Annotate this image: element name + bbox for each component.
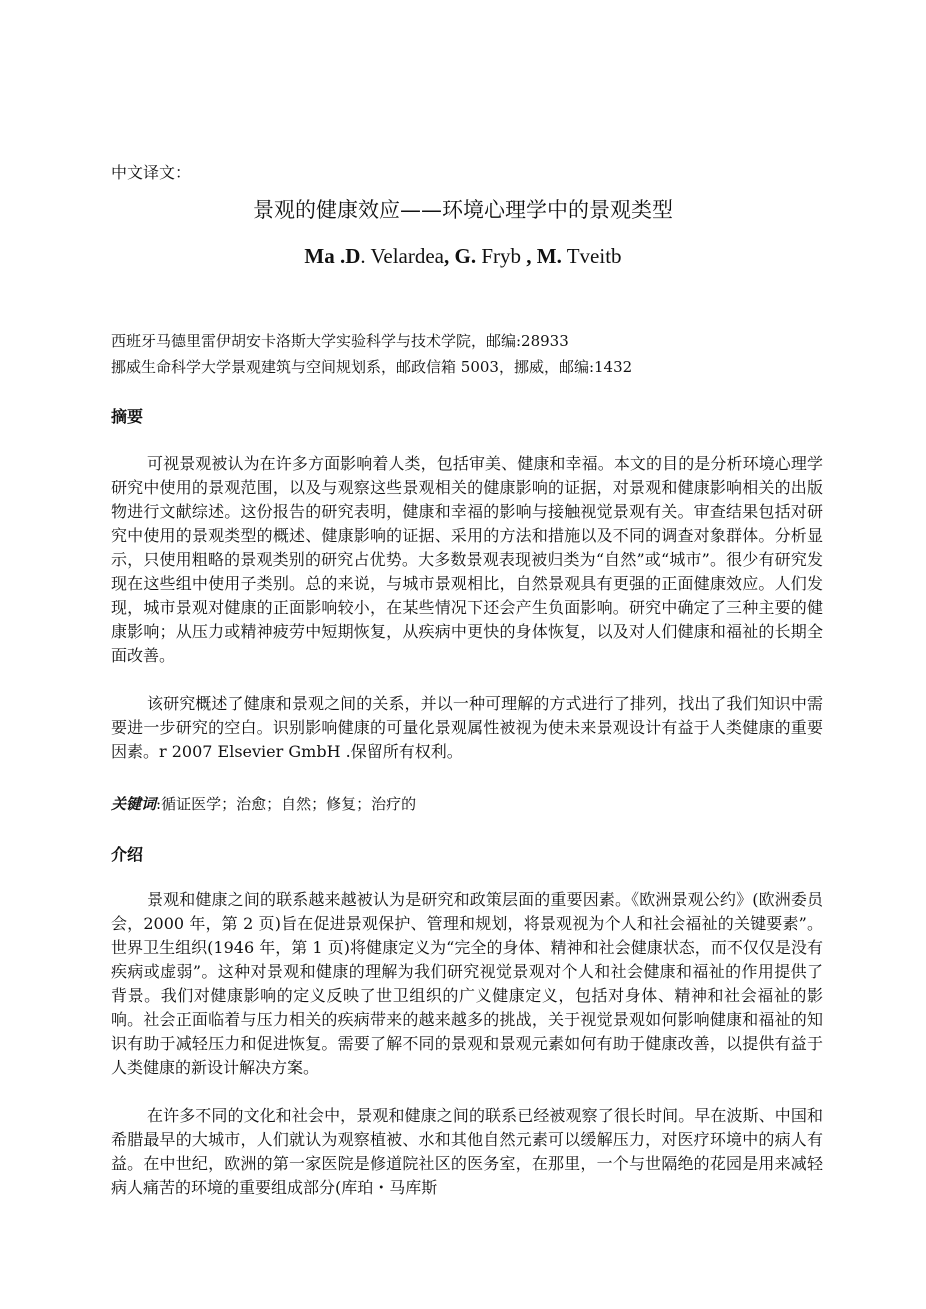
affiliation-1: 西班牙马德里雷伊胡安卡洛斯大学实验科学与技术学院，邮编:28933 [111,332,569,350]
author-3-surname: Tveitb [561,244,622,268]
keywords-line [111,793,416,814]
author-2-name: , G. [444,244,477,268]
translation-label: 中文译文： [111,163,192,182]
abstract-paragraph-2: 该研究概述了健康和景观之间的关系，并以一种可理解的方式进行了排列，找出了我们知识中需要进一步研究的空白。识别影响健康的可量化景观属性被视为使未来景观设计有益于人类健康的重要因素。r 2007 Elsevier GmbH .保留所有权利。 [111,694,823,761]
author-3-name: , M. [526,244,562,268]
affiliation-2: 挪威生命科学大学景观建筑与空间规划系，邮政信箱 5003，挪威，邮编:1432 [111,358,633,376]
author-1-name: Ma .D [304,244,361,268]
keywords-text: :循证医学；治愈；自然；修复；治疗的 [156,795,417,813]
author-2-surname: Fryb [476,244,527,268]
abstract-heading: 摘要 [111,407,144,426]
author-line [0,244,926,269]
introduction-heading: 介绍 [111,845,144,864]
introduction-paragraph-1: 景观和健康之间的联系越来越被认为是研究和政策层面的重要因素。《欧洲景观公约》(欧洲委员会，2000 年，第 2 页)旨在促进景观保护、管理和规划，将景观视为个人和社会福祉的关键要素”。世界卫生组织(1946 年，第 1 页)将健康定义为“完全的身体、精神和社会健康状态，而不仅仅是没有疾病或虚弱”。这种对景观和健康的理解为我们研究视觉景观对个人和社会健康和福祉的作用提供了背景。我们对健康影响的定义反映了世卫组织的广义健康定义，包括对身体、精神和社会福祉的影响。社会正面临着与压力相关的疾病带来的越来越多的挑战，关于视觉景观如何影响健康和福祉的知识有助于减轻压力和促进恢复。需要了解不同的景观和景观元素如何有助于健康改善，以提供有益于人类健康的新设计解决方案。 [111,890,823,1077]
author-1-surname: . Velardea [360,244,444,268]
introduction-paragraph-2: 在许多不同的文化和社会中，景观和健康之间的联系已经被观察了很长时间。早在波斯、中国和希腊最早的大城市，人们就认为观察植被、水和其他自然元素可以缓解压力，对医疗环境中的病人有益。在中世纪，欧洲的第一家医院是修道院社区的医务室，在那里，一个与世隔绝的花园是用来减轻病人痛苦的环境的重要组成部分(库珀・马库斯 [111,1106,823,1197]
abstract-paragraph-1: 可视景观被认为在许多方面影响着人类，包括审美、健康和幸福。本文的目的是分析环境心理学研究中使用的景观范围，以及与观察这些景观相关的健康影响的证据，对景观和健康影响相关的出版物进行文献综述。这份报告的研究表明，健康和幸福的影响与接触视觉景观有关。审查结果包括对研究中使用的景观类型的概述、健康影响的证据、采用的方法和措施以及不同的调查对象群体。分析显示，只使用粗略的景观类别的研究占优势。大多数景观表现被归类为“自然”或“城市”。很少有研究发现在这些组中使用子类别。总的来说，与城市景观相比，自然景观具有更强的正面健康效应。人们发现，城市景观对健康的正面影响较小，在某些情况下还会产生负面影响。研究中确定了三种主要的健康影响；从压力或精神疲劳中短期恢复，从疾病中更快的身体恢复，以及对人们健康和福祉的长期全面改善。 [111,454,823,665]
keywords-label: 关键词 [111,795,157,813]
paper-title: 景观的健康效应——环境心理学中的景观类型 [253,198,673,222]
